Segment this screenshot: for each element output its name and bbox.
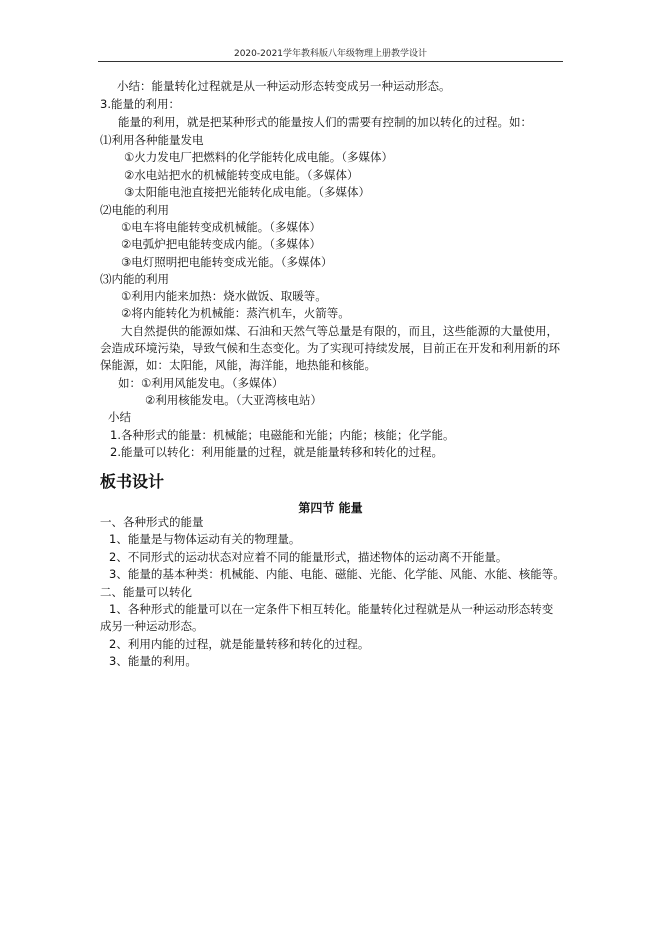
sub2-item: ①电车将电能转变成机械能。（多媒体） bbox=[121, 220, 322, 234]
paragraph-line: 会造成环境污染，导致气候和生态变化。为了实现可持续发展，目前正在开发和利用新的环 bbox=[100, 341, 560, 355]
part2-item: 3、能量的利用。 bbox=[109, 654, 197, 668]
paragraph-line: 保能源，如：太阳能，风能，海洋能，地热能和核能。 bbox=[100, 358, 376, 372]
board-design-heading: 板书设计 bbox=[100, 472, 165, 491]
sub1-item: ②水电站把水的机械能转变成电能。（多媒体） bbox=[124, 168, 359, 182]
part2-item: 1、各种形式的能量可以在一定条件下相互转化。能量转化过程就是从一种运动形态转变 bbox=[109, 602, 554, 616]
part1-title: 一、各种形式的能量 bbox=[100, 515, 204, 529]
part1-item: 1、能量是与物体运动有关的物理量。 bbox=[109, 532, 301, 546]
paragraph-line: 大自然提供的能源如煤、石油和天然气等总量是有限的，而且，这些能源的大量使用， bbox=[121, 324, 558, 338]
summary-item: 1.各种形式的能量：机械能；电磁能和光能；内能；核能；化学能。 bbox=[110, 428, 455, 442]
header-rule bbox=[98, 61, 563, 62]
part2-title: 二、能量可以转化 bbox=[100, 585, 192, 599]
page-header: 2020-2021学年教科版八年级物理上册教学设计 bbox=[233, 49, 428, 59]
sub3-title: ⑶内能的利用 bbox=[100, 272, 169, 286]
sub2-item: ②电弧炉把电能转变成内能。（多媒体） bbox=[121, 237, 322, 251]
point3-desc: 能量的利用，就是把某种形式的能量按人们的需要有控制的加以转化的过程。如： bbox=[118, 115, 532, 129]
part1-item: 3、能量的基本种类：机械能、内能、电能、磁能、光能、化学能、风能、水能、核能等。 bbox=[109, 567, 565, 581]
sub1-item: ①火力发电厂把燃料的化学能转化成电能。（多媒体） bbox=[124, 150, 394, 164]
summary-label: 小结 bbox=[108, 410, 131, 424]
board-design-title: 第四节 能量 bbox=[298, 501, 363, 515]
sub3-item: ①利用内能来加热：烧水做饭、取暖等。 bbox=[121, 289, 327, 303]
sub1-title: ⑴利用各种能量发电 bbox=[100, 133, 204, 147]
part2-item: 2、利用内能的过程，就是能量转移和转化的过程。 bbox=[109, 637, 370, 651]
sub2-title: ⑵电能的利用 bbox=[100, 203, 169, 217]
part1-item: 2、不同形式的运动状态对应着不同的能量形式，描述物体的运动离不开能量。 bbox=[109, 550, 508, 564]
summary-intro: 小结：能量转化过程就是从一种运动形态转变成另一种运动形态。 bbox=[117, 79, 451, 93]
part2-item-continued: 成另一种运动形态。 bbox=[100, 619, 204, 633]
sub3-item: ②将内能转化为机械能：蒸汽机车，火箭等。 bbox=[121, 306, 350, 320]
sub1-item: ③太阳能电池直接把光能转化成电能。（多媒体） bbox=[124, 185, 371, 199]
example-line: ②利用核能发电。（大亚湾核电站） bbox=[145, 393, 323, 407]
point3-title: 3.能量的利用： bbox=[100, 97, 180, 111]
summary-item: 2.能量可以转化：利用能量的过程，就是能量转移和转化的过程。 bbox=[110, 445, 443, 459]
sub2-item: ③电灯照明把电能转变成光能。（多媒体） bbox=[121, 255, 333, 269]
example-line: 如：①利用风能发电。（多媒体） bbox=[118, 376, 284, 390]
